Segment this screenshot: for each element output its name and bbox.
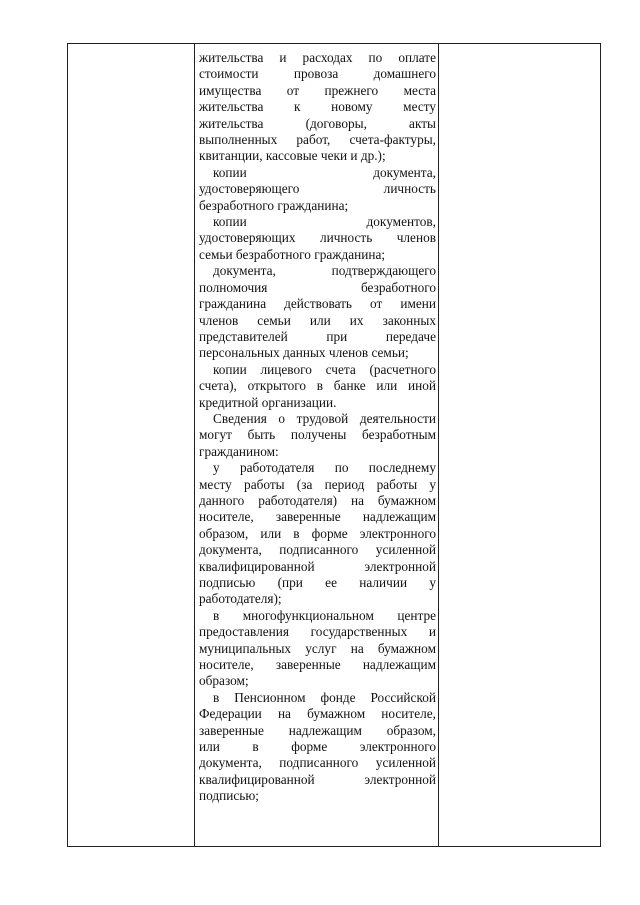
text-line: или в форме электронного: [199, 739, 436, 755]
text-line: полномочия безработного: [199, 279, 436, 295]
text-line: месту работы (за период работы у: [199, 476, 436, 492]
text-line: безработного гражданина;: [199, 197, 349, 213]
text-line: жительства к новому месту: [199, 99, 436, 115]
text-line: копии лицевого счета (расчетного: [213, 361, 436, 377]
text-line: данного работодателя) на бумажном: [199, 492, 436, 508]
text-line: подписью;: [199, 788, 259, 804]
text-line: гражданина действовать от имени: [199, 296, 436, 312]
text-line: жительства (договоры, акты: [199, 115, 436, 131]
text-line: счета), открытого в банке или иной: [199, 378, 436, 394]
text-line: выполненных работ, счета-фактуры,: [199, 132, 436, 148]
text-line: носителе, заверенные надлежащим: [199, 657, 436, 673]
text-line: стоимости провоза домашнего: [199, 66, 436, 82]
column-divider-left: [194, 44, 195, 846]
table: [67, 43, 601, 847]
text-line: Сведения о трудовой деятельности: [213, 410, 436, 426]
text-line: муниципальных услуг на бумажном: [199, 640, 436, 656]
text-line: имущества от прежнего места: [199, 82, 436, 98]
text-line: удостоверяющих личность членов: [199, 230, 436, 246]
text-line: квалифицированной электронной: [199, 558, 436, 574]
text-line: квалифицированной электронной: [199, 771, 436, 787]
text-line: удостоверяющего личность: [199, 181, 436, 197]
text-line: подписью (при ее наличии у: [199, 575, 436, 590]
text-line: носителе, заверенные надлежащим: [199, 509, 436, 525]
text-line: семьи безработного гражданина;: [199, 246, 386, 262]
text-line: кредитной организации.: [199, 394, 337, 410]
table-cell-left: [68, 44, 194, 846]
text-line: в Пенсионном фонде Российской: [213, 689, 436, 705]
text-line: в многофункциональном центре: [213, 607, 436, 623]
text-line: гражданином:: [199, 443, 279, 459]
text-line: представителей при передаче: [199, 328, 436, 344]
text-line: документа, подписанного усиленной: [199, 755, 436, 771]
text-line: документа, подписанного усиленной: [199, 542, 436, 558]
text-line: копии документа,: [213, 164, 436, 180]
text-line: Федерации на бумажном носителе,: [199, 706, 436, 722]
text-line: заверенные надлежащим образом,: [199, 722, 436, 738]
table-cell-middle: [199, 50, 436, 805]
text-line: могут быть получены безработным: [199, 427, 436, 443]
text-line: у работодателя по последнему: [213, 460, 436, 476]
text-line: копии документов,: [213, 214, 436, 230]
text-line: персональных данных членов семьи;: [199, 345, 409, 361]
table-cell-right: [439, 44, 600, 846]
text-line: квитанции, кассовые чеки и др.);: [199, 148, 386, 164]
text-line: предоставления государственных и: [199, 624, 436, 640]
text-line: работодателя);: [199, 591, 282, 607]
text-line: образом;: [199, 673, 249, 689]
text-line: образом, или в форме электронного: [199, 525, 436, 541]
text-line: жительства и расходах по оплате: [199, 50, 436, 65]
text-line: членов семьи или их законных: [199, 312, 436, 328]
text-line: документа, подтверждающего: [213, 263, 436, 279]
